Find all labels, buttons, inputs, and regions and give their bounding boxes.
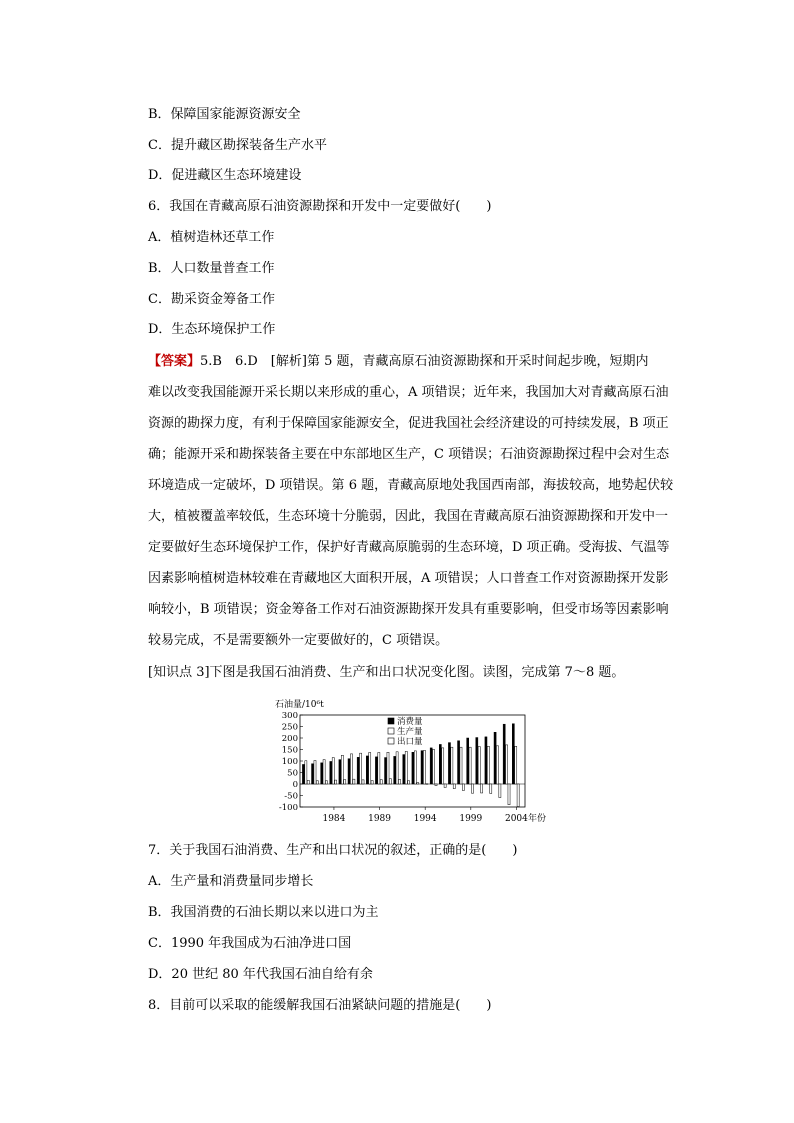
legend-consumption-label: 消费量: [397, 717, 423, 727]
production-bar: [323, 760, 325, 784]
q7-option-d: D．20 世纪 80 年代我国石油自给有余: [148, 967, 373, 982]
export-bar: [517, 784, 519, 807]
export-bar: [453, 784, 455, 789]
consumption-bar: [312, 764, 314, 784]
consumption-bar: [494, 732, 496, 784]
production-bar: [469, 747, 471, 784]
export-bar: [371, 781, 373, 784]
consumption-bar: [430, 748, 432, 784]
production-bar: [332, 758, 334, 784]
consumption-bar: [357, 757, 359, 784]
consumption-bar: [476, 738, 478, 784]
export-bar: [435, 784, 437, 786]
y-tick-label: 200: [281, 734, 298, 744]
export-bar: [380, 780, 382, 784]
q6-option-b: B．人口数量普查工作: [148, 261, 275, 276]
consumption-bar: [394, 756, 396, 784]
production-bar: [350, 754, 352, 784]
answer-line: 大，植被覆盖率较低，生态环境十分脆弱，因此，我国在青藏高原石油资源勘探和开发中一: [148, 509, 669, 524]
export-bar: [508, 784, 510, 805]
consumption-bar: [385, 758, 387, 784]
answer-line: 响较小，B 项错误；资金筹备工作对石油资源勘探开发具有重要影响，但受市场等因素影响: [148, 602, 669, 617]
production-bar: [487, 746, 489, 784]
legend-consumption-swatch: [388, 718, 394, 724]
production-bar: [460, 747, 462, 784]
production-bar: [451, 747, 453, 784]
x-tick-label: 1999: [459, 814, 483, 824]
export-bar: [325, 781, 327, 784]
legend-production-label: 生产量: [397, 727, 423, 737]
answer-line: 因素影响植树造林较难在青藏地区大面积开展，A 项错误；人口普查工作对资源勘探开发影: [148, 571, 669, 586]
export-bar: [408, 781, 410, 784]
production-bar: [378, 752, 380, 784]
answer-line-1: [148, 346, 680, 377]
consumption-bar: [512, 724, 514, 784]
consumption-bar: [366, 756, 368, 784]
production-bar: [369, 752, 371, 784]
export-bar: [316, 781, 318, 784]
answer-line: 定要做好生态环境保护工作，保护好青藏高原脆弱的生态环境，D 项正确。受海拔、气温等: [148, 540, 670, 555]
consumption-bar: [412, 752, 414, 784]
export-bar: [344, 780, 346, 784]
y-tick-label: 150: [281, 745, 298, 756]
export-bar: [490, 784, 492, 793]
export-bar: [335, 780, 337, 784]
consumption-bar: [321, 763, 323, 784]
y-tick-label: 100: [281, 757, 298, 767]
consumption-bar: [421, 751, 423, 784]
y-tick-label: -50: [284, 791, 298, 802]
legend-production-swatch: [388, 728, 394, 734]
answer-line: 较易完成，不是需要额外一定要做好的，C 项错误。: [148, 633, 449, 648]
export-bar: [499, 784, 501, 798]
export-bar: [389, 779, 391, 784]
production-bar: [433, 750, 435, 785]
answer-line-1-text: 5.B 6.D [解析]第 5 题，青藏高原石油资源勘探和开采时间起步晚，短期内: [200, 354, 649, 369]
q8-stem: 8．目前可以采取的能缓解我国石油紧缺问题的措施是( ): [148, 998, 492, 1013]
q6-option-c: C．勘采资金筹备工作: [148, 292, 275, 307]
knowledge-point-intro: [知识点 3]下图是我国石油消费、生产和出口状况变化图。读图，完成第 7～8 题。: [148, 665, 625, 680]
x-tick-label: 1994: [413, 814, 437, 824]
consumption-bar: [348, 759, 350, 784]
consumption-bar: [448, 743, 450, 784]
q7-stem: 7．关于我国石油消费、生产和出口状况的叙述，正确的是( ): [148, 843, 518, 858]
x-axis-label: 年份: [528, 814, 547, 824]
y-tick-label: 250: [281, 722, 298, 733]
production-bar: [478, 747, 480, 784]
consumption-bar: [485, 737, 487, 784]
production-bar: [515, 746, 517, 784]
consumption-bar: [330, 761, 332, 784]
consumption-bar: [458, 741, 460, 784]
answer-line: 难以改变我国能源开采长期以来形成的重心，A 项错误；近年来，我国加大对青藏高原石油: [148, 385, 669, 400]
legend-export-label: 出口量: [397, 737, 423, 747]
x-tick-label: 2004: [504, 814, 528, 824]
q6-option-d: D．生态环境保护工作: [148, 322, 276, 337]
export-bar: [426, 784, 428, 785]
q5-option-c: C．提升藏区勘探装备生产水平: [148, 138, 327, 153]
answer-explanation: [148, 346, 680, 656]
export-bar: [362, 780, 364, 784]
production-bar: [506, 745, 508, 784]
answer-tag: 【答案】: [148, 354, 201, 369]
consumption-bar: [439, 744, 441, 784]
q5-option-b: B．保障国家能源资源安全: [148, 107, 301, 122]
production-bar: [423, 750, 425, 784]
production-bar: [442, 748, 444, 784]
q7-option-c: C．1990 年我国成为石油净进口国: [148, 936, 352, 951]
q6-stem: 6．我国在青藏高原石油资源勘探和开发中一定要做好( ): [148, 199, 492, 214]
export-bar: [481, 784, 483, 793]
q7-option-a: A．生产量和消费量同步增长: [148, 874, 314, 889]
consumption-bar: [503, 724, 505, 784]
production-bar: [314, 761, 316, 784]
consumption-bar: [467, 738, 469, 784]
legend-export-swatch: [388, 738, 394, 744]
y-tick-label: 50: [287, 768, 298, 779]
answer-line: 确；能源开采和勘探装备主要在中东部地区生产，C 项错误；石油资源勘探过程中会对生态: [148, 447, 670, 462]
export-bar: [417, 783, 419, 784]
production-bar: [360, 753, 362, 784]
export-bar: [353, 779, 355, 784]
y-tick-label: 300: [281, 711, 298, 721]
export-bar: [444, 784, 446, 787]
x-tick-label: 1989: [368, 814, 392, 824]
production-bar: [387, 752, 389, 784]
y-tick-label: -100: [278, 803, 298, 813]
export-bar: [462, 784, 464, 790]
y-tick-label: 0: [292, 780, 298, 790]
production-bar: [341, 755, 343, 784]
answer-line: 环境造成一定破坏，D 项错误。第 6 题，青藏高原地处我国西南部，海拔较高，地势起伏较: [148, 478, 674, 493]
production-bar: [496, 746, 498, 784]
consumption-bar: [375, 757, 377, 784]
q5-option-d: D．促进藏区生态环境建设: [148, 168, 302, 183]
export-bar: [398, 779, 400, 784]
consumption-bar: [403, 755, 405, 784]
consumption-bar: [302, 764, 304, 784]
export-bar: [307, 780, 309, 784]
production-bar: [414, 751, 416, 784]
export-bar: [471, 784, 473, 793]
x-tick-label: 1984: [322, 814, 346, 824]
q6-option-a: A．植树造林还草工作: [148, 230, 275, 245]
q7-option-b: B．我国消费的石油长期以来以进口为主: [148, 905, 379, 920]
production-bar: [405, 751, 407, 784]
production-bar: [305, 761, 307, 784]
y-axis-label: 石油量/10⁶t: [275, 700, 324, 710]
consumption-bar: [339, 760, 341, 784]
production-bar: [396, 752, 398, 784]
answer-line: 资源的勘探力度，有利于保障国家能源安全，促进我国社会经济建设的可持续发展，B 项正: [148, 416, 669, 431]
oil-chart: [270, 697, 580, 835]
